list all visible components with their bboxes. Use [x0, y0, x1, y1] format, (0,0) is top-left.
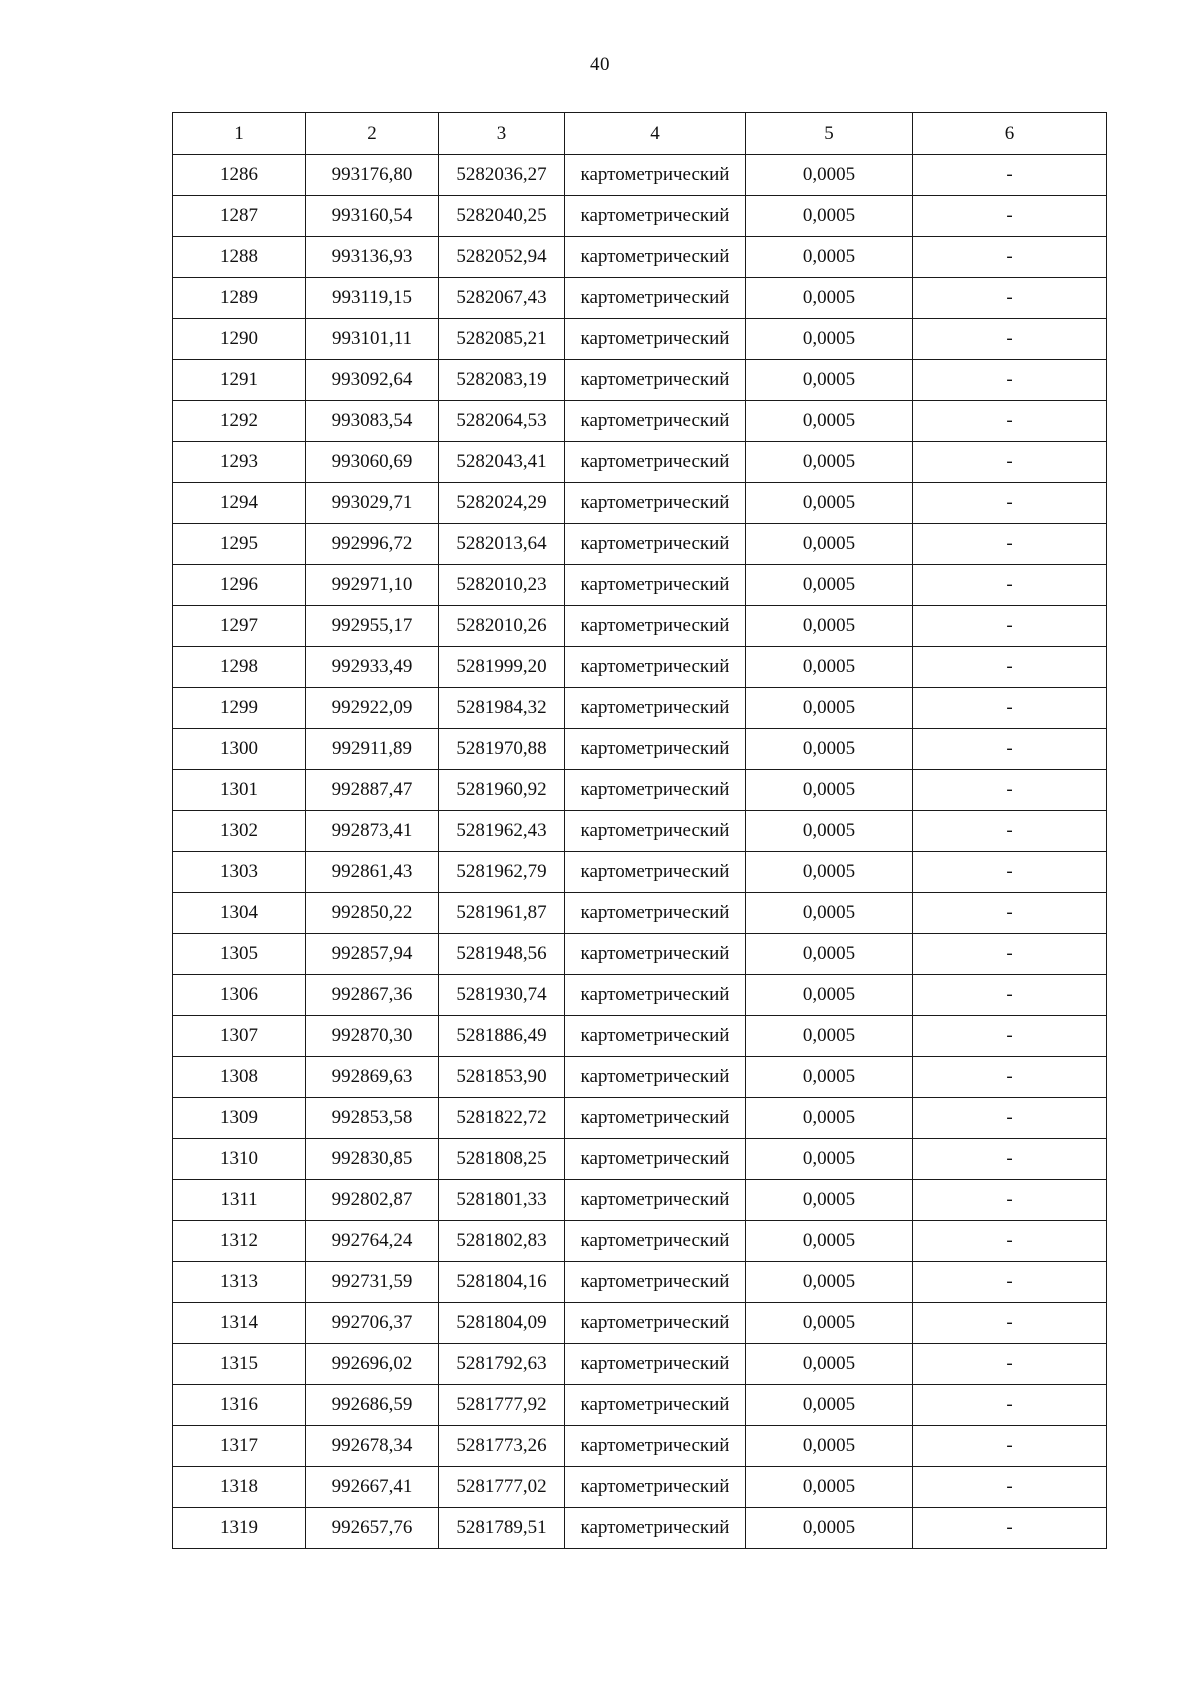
- table-row: [173, 1139, 1107, 1180]
- point-number-cell: 1319: [173, 1508, 306, 1549]
- y-coordinate-cell: 5281960,92: [439, 770, 565, 811]
- point-number-cell: 1313: [173, 1262, 306, 1303]
- x-coordinate-cell: 992933,49: [306, 647, 439, 688]
- table-body: [173, 155, 1107, 1549]
- note-cell: -: [913, 1344, 1107, 1385]
- table-row: [173, 852, 1107, 893]
- method-cell: картометрический: [565, 1262, 746, 1303]
- accuracy-cell: 0,0005: [746, 1467, 913, 1508]
- accuracy-cell: 0,0005: [746, 1303, 913, 1344]
- table-row: [173, 1426, 1107, 1467]
- accuracy-cell: 0,0005: [746, 483, 913, 524]
- method-cell: картометрический: [565, 1098, 746, 1139]
- y-coordinate-cell: 5281808,25: [439, 1139, 565, 1180]
- column-header-5: 5: [746, 113, 913, 155]
- point-number-cell: 1299: [173, 688, 306, 729]
- table-row: [173, 1262, 1107, 1303]
- x-coordinate-cell: 992696,02: [306, 1344, 439, 1385]
- y-coordinate-cell: 5282036,27: [439, 155, 565, 196]
- y-coordinate-cell: 5281930,74: [439, 975, 565, 1016]
- table-header: [173, 113, 1107, 155]
- y-coordinate-cell: 5281886,49: [439, 1016, 565, 1057]
- point-number-cell: 1298: [173, 647, 306, 688]
- coordinates-table: [172, 112, 1107, 1549]
- method-cell: картометрический: [565, 196, 746, 237]
- point-number-cell: 1317: [173, 1426, 306, 1467]
- x-coordinate-cell: 993101,11: [306, 319, 439, 360]
- y-coordinate-cell: 5281853,90: [439, 1057, 565, 1098]
- accuracy-cell: 0,0005: [746, 278, 913, 319]
- method-cell: картометрический: [565, 1508, 746, 1549]
- method-cell: картометрический: [565, 1344, 746, 1385]
- note-cell: -: [913, 1098, 1107, 1139]
- table-row: [173, 1098, 1107, 1139]
- method-cell: картометрический: [565, 319, 746, 360]
- x-coordinate-cell: 992955,17: [306, 606, 439, 647]
- point-number-cell: 1292: [173, 401, 306, 442]
- table-row: [173, 934, 1107, 975]
- note-cell: -: [913, 1508, 1107, 1549]
- method-cell: картометрический: [565, 1180, 746, 1221]
- accuracy-cell: 0,0005: [746, 1262, 913, 1303]
- y-coordinate-cell: 5281962,79: [439, 852, 565, 893]
- note-cell: -: [913, 360, 1107, 401]
- note-cell: -: [913, 1016, 1107, 1057]
- note-cell: -: [913, 934, 1107, 975]
- y-coordinate-cell: 5281948,56: [439, 934, 565, 975]
- table-row: [173, 565, 1107, 606]
- point-number-cell: 1306: [173, 975, 306, 1016]
- point-number-cell: 1311: [173, 1180, 306, 1221]
- y-coordinate-cell: 5282085,21: [439, 319, 565, 360]
- table-row: [173, 606, 1107, 647]
- x-coordinate-cell: 992830,85: [306, 1139, 439, 1180]
- accuracy-cell: 0,0005: [746, 565, 913, 606]
- x-coordinate-cell: 993160,54: [306, 196, 439, 237]
- note-cell: -: [913, 278, 1107, 319]
- table-row: [173, 1221, 1107, 1262]
- x-coordinate-cell: 993083,54: [306, 401, 439, 442]
- table-row: [173, 1016, 1107, 1057]
- table-row: [173, 975, 1107, 1016]
- accuracy-cell: 0,0005: [746, 688, 913, 729]
- x-coordinate-cell: 993136,93: [306, 237, 439, 278]
- note-cell: -: [913, 852, 1107, 893]
- header-row: [173, 113, 1107, 155]
- x-coordinate-cell: 992996,72: [306, 524, 439, 565]
- point-number-cell: 1316: [173, 1385, 306, 1426]
- note-cell: -: [913, 811, 1107, 852]
- method-cell: картометрический: [565, 1385, 746, 1426]
- accuracy-cell: 0,0005: [746, 811, 913, 852]
- method-cell: картометрический: [565, 1426, 746, 1467]
- y-coordinate-cell: 5281984,32: [439, 688, 565, 729]
- table-row: [173, 442, 1107, 483]
- table-row: [173, 196, 1107, 237]
- method-cell: картометрический: [565, 852, 746, 893]
- note-cell: -: [913, 1180, 1107, 1221]
- accuracy-cell: 0,0005: [746, 975, 913, 1016]
- accuracy-cell: 0,0005: [746, 1426, 913, 1467]
- point-number-cell: 1288: [173, 237, 306, 278]
- point-number-cell: 1295: [173, 524, 306, 565]
- method-cell: картометрический: [565, 360, 746, 401]
- x-coordinate-cell: 993092,64: [306, 360, 439, 401]
- x-coordinate-cell: 992686,59: [306, 1385, 439, 1426]
- note-cell: -: [913, 401, 1107, 442]
- note-cell: -: [913, 606, 1107, 647]
- table-row: [173, 483, 1107, 524]
- x-coordinate-cell: 992667,41: [306, 1467, 439, 1508]
- point-number-cell: 1308: [173, 1057, 306, 1098]
- method-cell: картометрический: [565, 688, 746, 729]
- note-cell: -: [913, 688, 1107, 729]
- x-coordinate-cell: 992657,76: [306, 1508, 439, 1549]
- table-row: [173, 155, 1107, 196]
- accuracy-cell: 0,0005: [746, 770, 913, 811]
- x-coordinate-cell: 992731,59: [306, 1262, 439, 1303]
- x-coordinate-cell: 992867,36: [306, 975, 439, 1016]
- accuracy-cell: 0,0005: [746, 1180, 913, 1221]
- method-cell: картометрический: [565, 483, 746, 524]
- point-number-cell: 1293: [173, 442, 306, 483]
- y-coordinate-cell: 5281822,72: [439, 1098, 565, 1139]
- table-row: [173, 1303, 1107, 1344]
- note-cell: -: [913, 975, 1107, 1016]
- note-cell: -: [913, 155, 1107, 196]
- note-cell: -: [913, 770, 1107, 811]
- column-header-2: 2: [306, 113, 439, 155]
- x-coordinate-cell: 993119,15: [306, 278, 439, 319]
- method-cell: картометрический: [565, 524, 746, 565]
- method-cell: картометрический: [565, 1303, 746, 1344]
- x-coordinate-cell: 992764,24: [306, 1221, 439, 1262]
- table-row: [173, 1385, 1107, 1426]
- y-coordinate-cell: 5282024,29: [439, 483, 565, 524]
- accuracy-cell: 0,0005: [746, 155, 913, 196]
- note-cell: -: [913, 1262, 1107, 1303]
- accuracy-cell: 0,0005: [746, 1385, 913, 1426]
- note-cell: -: [913, 1221, 1107, 1262]
- x-coordinate-cell: 992802,87: [306, 1180, 439, 1221]
- method-cell: картометрический: [565, 442, 746, 483]
- x-coordinate-cell: 993029,71: [306, 483, 439, 524]
- y-coordinate-cell: 5281962,43: [439, 811, 565, 852]
- method-cell: картометрический: [565, 647, 746, 688]
- point-number-cell: 1294: [173, 483, 306, 524]
- note-cell: -: [913, 565, 1107, 606]
- note-cell: -: [913, 524, 1107, 565]
- note-cell: -: [913, 319, 1107, 360]
- x-coordinate-cell: 992873,41: [306, 811, 439, 852]
- table-row: [173, 237, 1107, 278]
- table-row: [173, 1180, 1107, 1221]
- method-cell: картометрический: [565, 155, 746, 196]
- y-coordinate-cell: 5282043,41: [439, 442, 565, 483]
- point-number-cell: 1290: [173, 319, 306, 360]
- method-cell: картометрический: [565, 565, 746, 606]
- accuracy-cell: 0,0005: [746, 1508, 913, 1549]
- y-coordinate-cell: 5282083,19: [439, 360, 565, 401]
- method-cell: картометрический: [565, 237, 746, 278]
- accuracy-cell: 0,0005: [746, 1139, 913, 1180]
- y-coordinate-cell: 5281804,16: [439, 1262, 565, 1303]
- method-cell: картометрический: [565, 278, 746, 319]
- table-row: [173, 401, 1107, 442]
- coordinates-table-container: [172, 112, 1106, 1549]
- table-row: [173, 278, 1107, 319]
- y-coordinate-cell: 5281789,51: [439, 1508, 565, 1549]
- y-coordinate-cell: 5281777,02: [439, 1467, 565, 1508]
- point-number-cell: 1303: [173, 852, 306, 893]
- point-number-cell: 1302: [173, 811, 306, 852]
- method-cell: картометрический: [565, 1139, 746, 1180]
- accuracy-cell: 0,0005: [746, 442, 913, 483]
- accuracy-cell: 0,0005: [746, 1098, 913, 1139]
- table-row: [173, 1508, 1107, 1549]
- method-cell: картометрический: [565, 1467, 746, 1508]
- point-number-cell: 1300: [173, 729, 306, 770]
- accuracy-cell: 0,0005: [746, 729, 913, 770]
- y-coordinate-cell: 5282010,23: [439, 565, 565, 606]
- table-row: [173, 811, 1107, 852]
- column-header-6: 6: [913, 113, 1107, 155]
- note-cell: -: [913, 1139, 1107, 1180]
- note-cell: -: [913, 647, 1107, 688]
- table-row: [173, 1057, 1107, 1098]
- table-row: [173, 1344, 1107, 1385]
- method-cell: картометрический: [565, 770, 746, 811]
- y-coordinate-cell: 5282064,53: [439, 401, 565, 442]
- note-cell: -: [913, 442, 1107, 483]
- point-number-cell: 1297: [173, 606, 306, 647]
- point-number-cell: 1315: [173, 1344, 306, 1385]
- x-coordinate-cell: 992857,94: [306, 934, 439, 975]
- x-coordinate-cell: 992850,22: [306, 893, 439, 934]
- method-cell: картометрический: [565, 934, 746, 975]
- table-row: [173, 647, 1107, 688]
- point-number-cell: 1305: [173, 934, 306, 975]
- method-cell: картометрический: [565, 811, 746, 852]
- x-coordinate-cell: 993060,69: [306, 442, 439, 483]
- x-coordinate-cell: 992861,43: [306, 852, 439, 893]
- method-cell: картометрический: [565, 1057, 746, 1098]
- accuracy-cell: 0,0005: [746, 237, 913, 278]
- note-cell: -: [913, 893, 1107, 934]
- table-row: [173, 688, 1107, 729]
- method-cell: картометрический: [565, 1016, 746, 1057]
- note-cell: -: [913, 237, 1107, 278]
- table-row: [173, 319, 1107, 360]
- x-coordinate-cell: 993176,80: [306, 155, 439, 196]
- note-cell: -: [913, 196, 1107, 237]
- x-coordinate-cell: 992870,30: [306, 1016, 439, 1057]
- method-cell: картометрический: [565, 975, 746, 1016]
- point-number-cell: 1287: [173, 196, 306, 237]
- x-coordinate-cell: 992922,09: [306, 688, 439, 729]
- point-number-cell: 1309: [173, 1098, 306, 1139]
- y-coordinate-cell: 5281804,09: [439, 1303, 565, 1344]
- method-cell: картометрический: [565, 729, 746, 770]
- point-number-cell: 1296: [173, 565, 306, 606]
- accuracy-cell: 0,0005: [746, 196, 913, 237]
- table-row: [173, 360, 1107, 401]
- method-cell: картометрический: [565, 893, 746, 934]
- accuracy-cell: 0,0005: [746, 1057, 913, 1098]
- accuracy-cell: 0,0005: [746, 1221, 913, 1262]
- method-cell: картометрический: [565, 401, 746, 442]
- x-coordinate-cell: 992971,10: [306, 565, 439, 606]
- note-cell: -: [913, 1303, 1107, 1344]
- table-row: [173, 524, 1107, 565]
- y-coordinate-cell: 5282040,25: [439, 196, 565, 237]
- x-coordinate-cell: 992911,89: [306, 729, 439, 770]
- note-cell: -: [913, 1385, 1107, 1426]
- accuracy-cell: 0,0005: [746, 893, 913, 934]
- column-header-3: 3: [439, 113, 565, 155]
- accuracy-cell: 0,0005: [746, 319, 913, 360]
- accuracy-cell: 0,0005: [746, 934, 913, 975]
- y-coordinate-cell: 5281999,20: [439, 647, 565, 688]
- y-coordinate-cell: 5282010,26: [439, 606, 565, 647]
- y-coordinate-cell: 5281970,88: [439, 729, 565, 770]
- x-coordinate-cell: 992678,34: [306, 1426, 439, 1467]
- accuracy-cell: 0,0005: [746, 647, 913, 688]
- accuracy-cell: 0,0005: [746, 1016, 913, 1057]
- point-number-cell: 1310: [173, 1139, 306, 1180]
- point-number-cell: 1301: [173, 770, 306, 811]
- note-cell: -: [913, 729, 1107, 770]
- column-header-1: 1: [173, 113, 306, 155]
- point-number-cell: 1291: [173, 360, 306, 401]
- y-coordinate-cell: 5281792,63: [439, 1344, 565, 1385]
- y-coordinate-cell: 5281801,33: [439, 1180, 565, 1221]
- table-row: [173, 893, 1107, 934]
- x-coordinate-cell: 992869,63: [306, 1057, 439, 1098]
- note-cell: -: [913, 1467, 1107, 1508]
- point-number-cell: 1307: [173, 1016, 306, 1057]
- method-cell: картометрический: [565, 606, 746, 647]
- point-number-cell: 1318: [173, 1467, 306, 1508]
- accuracy-cell: 0,0005: [746, 524, 913, 565]
- x-coordinate-cell: 992706,37: [306, 1303, 439, 1344]
- accuracy-cell: 0,0005: [746, 606, 913, 647]
- table-row: [173, 770, 1107, 811]
- y-coordinate-cell: 5281773,26: [439, 1426, 565, 1467]
- y-coordinate-cell: 5282052,94: [439, 237, 565, 278]
- accuracy-cell: 0,0005: [746, 401, 913, 442]
- accuracy-cell: 0,0005: [746, 852, 913, 893]
- point-number-cell: 1312: [173, 1221, 306, 1262]
- y-coordinate-cell: 5282067,43: [439, 278, 565, 319]
- accuracy-cell: 0,0005: [746, 1344, 913, 1385]
- point-number-cell: 1289: [173, 278, 306, 319]
- y-coordinate-cell: 5281961,87: [439, 893, 565, 934]
- accuracy-cell: 0,0005: [746, 360, 913, 401]
- note-cell: -: [913, 1057, 1107, 1098]
- y-coordinate-cell: 5281802,83: [439, 1221, 565, 1262]
- method-cell: картометрический: [565, 1221, 746, 1262]
- table-row: [173, 1467, 1107, 1508]
- note-cell: -: [913, 483, 1107, 524]
- table-row: [173, 729, 1107, 770]
- y-coordinate-cell: 5281777,92: [439, 1385, 565, 1426]
- y-coordinate-cell: 5282013,64: [439, 524, 565, 565]
- page-number: 40: [590, 54, 610, 75]
- point-number-cell: 1286: [173, 155, 306, 196]
- column-header-4: 4: [565, 113, 746, 155]
- point-number-cell: 1304: [173, 893, 306, 934]
- note-cell: -: [913, 1426, 1107, 1467]
- point-number-cell: 1314: [173, 1303, 306, 1344]
- x-coordinate-cell: 992853,58: [306, 1098, 439, 1139]
- x-coordinate-cell: 992887,47: [306, 770, 439, 811]
